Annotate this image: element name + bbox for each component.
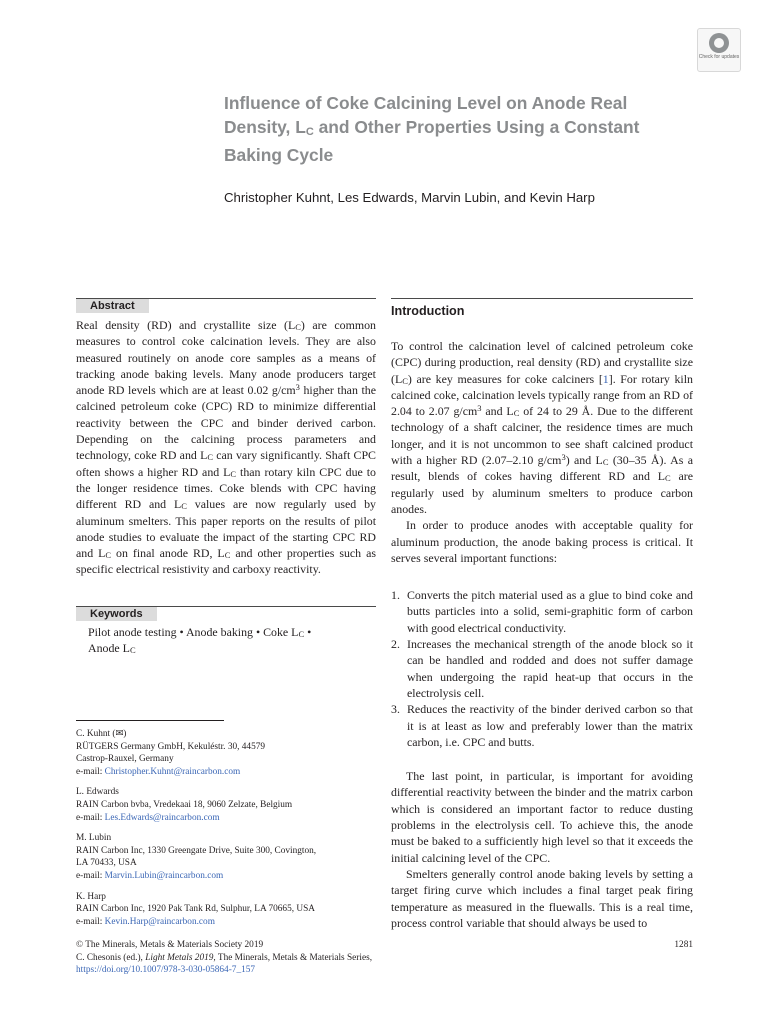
affiliation-edwards: L. Edwards RAIN Carbon bvba, Vredekaai 18, 9060 Zelzate, Belgium e-mail: Les.Edwards@raincarbon.com (76, 787, 293, 823)
intro-paragraph-1: To control the calcination level of calcined petroleum coke (CPC) during production, real density (RD) and crystallite size $(L_C)$ are key measures for coke calciners [1]. For rotary kiln calcined coke, calcination levels typically range from an RD of 2.04 to 2.07 $g/cm^3$ and $L_C$ of 24 to 29 Å. Due to the different technology of a shaft calciner, the residence times are much longer, and it is not uncommon to see shaft calcined product with a higher RD (2.07–2.10 $g/cm^3$) and $L_C$ (30–35 Å). As a result, blends of cokes having different RD and $L_C$ are regularly used by aluminum smelters to produce carbon anodes. (391, 339, 693, 516)
doi-link[interactable]: https://doi.org/10.1007/978-3-030-05864-7_157 (76, 965, 256, 976)
check-for-updates-badge[interactable] (697, 28, 741, 72)
affiliations (76, 728, 376, 936)
crossmark-icon (709, 33, 729, 53)
reference-link[interactable]: 1 (602, 371, 609, 386)
author-list: Christopher Kuhnt, Les Edwards, Marvin Lubin, and Kevin Harp (224, 190, 595, 205)
baking-functions-list (391, 587, 693, 750)
introduction-heading: Introduction (391, 304, 465, 318)
email-link-harp[interactable]: Kevin.Harp@raincarbon.com (104, 916, 215, 927)
introduction-rule (391, 298, 693, 299)
badge-label: Check for updates (698, 54, 740, 60)
list-item: 3. Reduces the reactivity of the binder derived carbon so that it is at least as low and preferably lower than the matrix carbon, i.e. CPC and butts. (391, 702, 693, 749)
abstract-text: Real density (RD) and crystallite size $(L_C)$ are common measures to control coke calcination levels. They are also measured routinely on anode core samples as a means of tracking anode baking levels. Many anode producers target anode RD levels which are at least 0.02 $g/cm^3$ higher than the calcined petroleum coke (CPC) RD to minimize differential reactivity between the CPC and binder derived carbon. Depending on the calcining process parameters and technology, coke RD and $L_C$ can vary significantly. Shaft CPC often shows a higher RD and $L_C$ than rotary kiln CPC due to the longer residence times. Coke blends with CPC having different RD and $L_C$ values are now regularly used by aluminum smelters. This paper reports on the results of pilot anode studies to evaluate the impact of the starting CPC RD and $L_C$ on final anode RD, $L_C$ and other properties such as specific electrical resistivity and carboxy reactivity. (76, 318, 376, 577)
affiliation-lubin: M. Lubin RAIN Carbon Inc, 1330 Greengate Drive, Suite 300, Covington, LA 70433, USA e-mail: Marvin.Lubin@raincarbon.com (76, 833, 317, 881)
list-item: 2. Increases the mechanical strength of the anode block so it can be handled and rodded and does not suffer damage when undergoing the rapid heat-up that occurs in the electrolysis cell. (391, 637, 693, 700)
list-item: 1. Converts the pitch material used as a glue to bind coke and butts particles into a solid, semi-graphitic form of carbon with good electrical conductivity. (391, 588, 693, 635)
page-footer (76, 939, 693, 977)
keywords-list: Pilot anode testing • Anode baking • Coke $L_C$ • Anode $L_C$ (88, 625, 312, 656)
abstract-label: Abstract (76, 299, 149, 313)
keywords-label: Keywords (76, 607, 157, 621)
email-link-edwards[interactable]: Les.Edwards@raincarbon.com (104, 812, 220, 823)
intro-paragraph-2: In order to produce anodes with acceptable quality for aluminum production, the anode baking process is critical. It serves several important functions: (391, 518, 693, 565)
email-link-kuhnt[interactable]: Christopher.Kuhnt@raincarbon.com (104, 766, 241, 777)
email-link-lubin[interactable]: Marvin.Lubin@raincarbon.com (104, 870, 224, 881)
citation-line: C. Chesonis (ed.), Light Metals 2019, The Minerals, Metals & Materials Series, (76, 952, 373, 963)
copyright-line: © The Minerals, Metals & Materials Society 2019 (76, 940, 264, 950)
affiliation-rule (76, 720, 224, 721)
page-number: 1281 (674, 940, 693, 950)
intro-paragraph-3: The last point, in particular, is important for avoiding differential reactivity between the binder and the matrix carbon which is considered an important factor to reduce dusting problems in the electrolysis cell. To achieve this, the anode must be baked to a sufficiently high level so that it exceeds the initial calcining level of the CPC. (391, 769, 693, 865)
affiliation-kuhnt: C. Kuhnt (✉) RÜTGERS Germany GmbH, Kekuléstr. 30, 44579 Castrop-Rauxel, Germany e-mail: Christopher.Kuhnt@raincarbon.com (76, 729, 266, 777)
affiliation-harp: K. Harp RAIN Carbon Inc, 1920 Pak Tank Rd, Sulphur, LA 70665, USA e-mail: Kevin.Harp@raincarbon.com (76, 891, 315, 927)
introduction-body (391, 338, 693, 931)
intro-paragraph-4: Smelters generally control anode baking levels by setting a target firing curve which includes a final target peak firing temperature as measured in the fluewalls. This is a real time, process control variable that should always be used to (391, 866, 693, 930)
paper-title: Influence of Coke Calcining Level on Anode Real Density, $L_C$ and Other Properties Using a Constant Baking Cycle (224, 93, 640, 165)
